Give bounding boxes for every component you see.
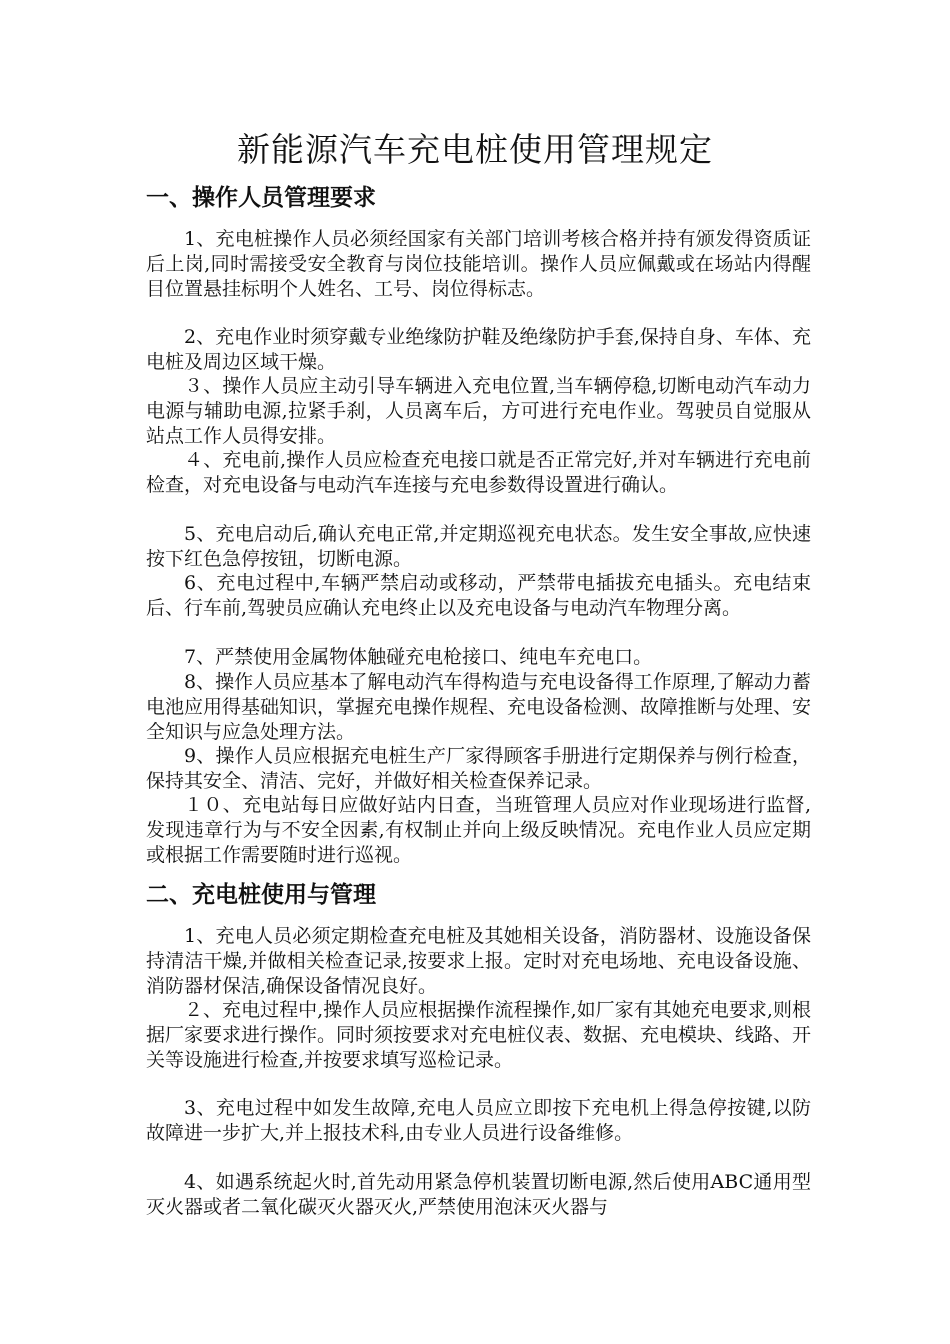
section-heading-operator-requirements: 一、操作人员管理要求 [146, 185, 376, 211]
paragraph: 8、操作人员应基本了解电动汽车得构造与充电设备得工作原理,了解动力蓄电池应用得基础知识，掌握充电操作规程、充电设备检测、故障推断与处理、安全知识与应急处理方法。 [146, 671, 812, 743]
paragraph: 1、充电人员必须定期检查充电桩及其她相关设备，消防器材、设施设备保持清洁干燥,并做相关检查记录,按要求上报。定时对充电场地、充电设备设施、消防器材保洁,确保设备情况良好。 [146, 925, 811, 997]
paragraph: 2、充电作业时须穿戴专业绝缘防护鞋及绝缘防护手套,保持自身、车体、充电桩及周边区域干燥。 [146, 326, 811, 373]
paragraph: 9、操作人员应根据充电桩生产厂家得顾客手册进行定期保养与例行检查，保持其安全、清洁、完好，并做好相关检查保养记录。 [146, 745, 811, 792]
paragraph: ３、操作人员应主动引导车辆进入充电位置,当车辆停稳,切断电动汽车动力电源与辅助电源,拉紧手刹，人员离车后，方可进行充电作业。驾驶员自觉服从站点工作人员得安排。 [146, 375, 811, 447]
paragraph: 3、充电过程中如发生故障,充电人员应立即按下充电机上得急停按键,以防故障进一步扩大,并上报技术科,由专业人员进行设备维修。 [146, 1097, 811, 1144]
paragraph: 6、充电过程中,车辆严禁启动或移动，严禁带电插拔充电插头。充电结束后、行车前,驾驶员应确认充电终止以及充电设备与电动汽车物理分离。 [146, 572, 811, 619]
paragraph: 4、如遇系统起火时,首先动用紧急停机装置切断电源,然后使用ABC通用型灭火器或者二氧化碳灭火器灭火,严禁使用泡沫灭火器与 [146, 1171, 811, 1218]
paragraph: 7、严禁使用金属物体触碰充电枪接口、纯电车充电口。 [184, 646, 653, 668]
paragraph: ４、充电前,操作人员应检查充电接口就是否正常完好,并对车辆进行充电前检查，对充电设备与电动汽车连接与充电参数得设置进行确认。 [146, 449, 811, 496]
section-heading-charger-usage: 二、充电桩使用与管理 [146, 882, 376, 908]
paragraph: 5、充电启动后,确认充电正常,并定期巡视充电状态。发生安全事故,应快速按下红色急停按钮，切断电源。 [146, 523, 811, 570]
document-title: 新能源汽车充电桩使用管理规定 [237, 130, 713, 169]
paragraph: 1、充电桩操作人员必须经国家有关部门培训考核合格并持有颁发得资质证后上岗,同时需接受安全教育与岗位技能培训。操作人员应佩戴或在场站内得醒目位置悬挂标明个人姓名、工号、岗位得标志。 [146, 228, 811, 300]
paragraph: １０、充电站每日应做好站内日查，当班管理人员应对作业现场进行监督,发现违章行为与不安全因素,有权制止并向上级反映情况。充电作业人员应定期或根据工作需要随时进行巡视。 [146, 794, 811, 866]
paragraph: ２、充电过程中,操作人员应根据操作流程操作,如厂家有其她充电要求,则根据厂家要求进行操作。同时须按要求对充电桩仪表、数据、充电模块、线路、开关等设施进行检查,并按要求填写巡检记录。 [146, 999, 812, 1071]
